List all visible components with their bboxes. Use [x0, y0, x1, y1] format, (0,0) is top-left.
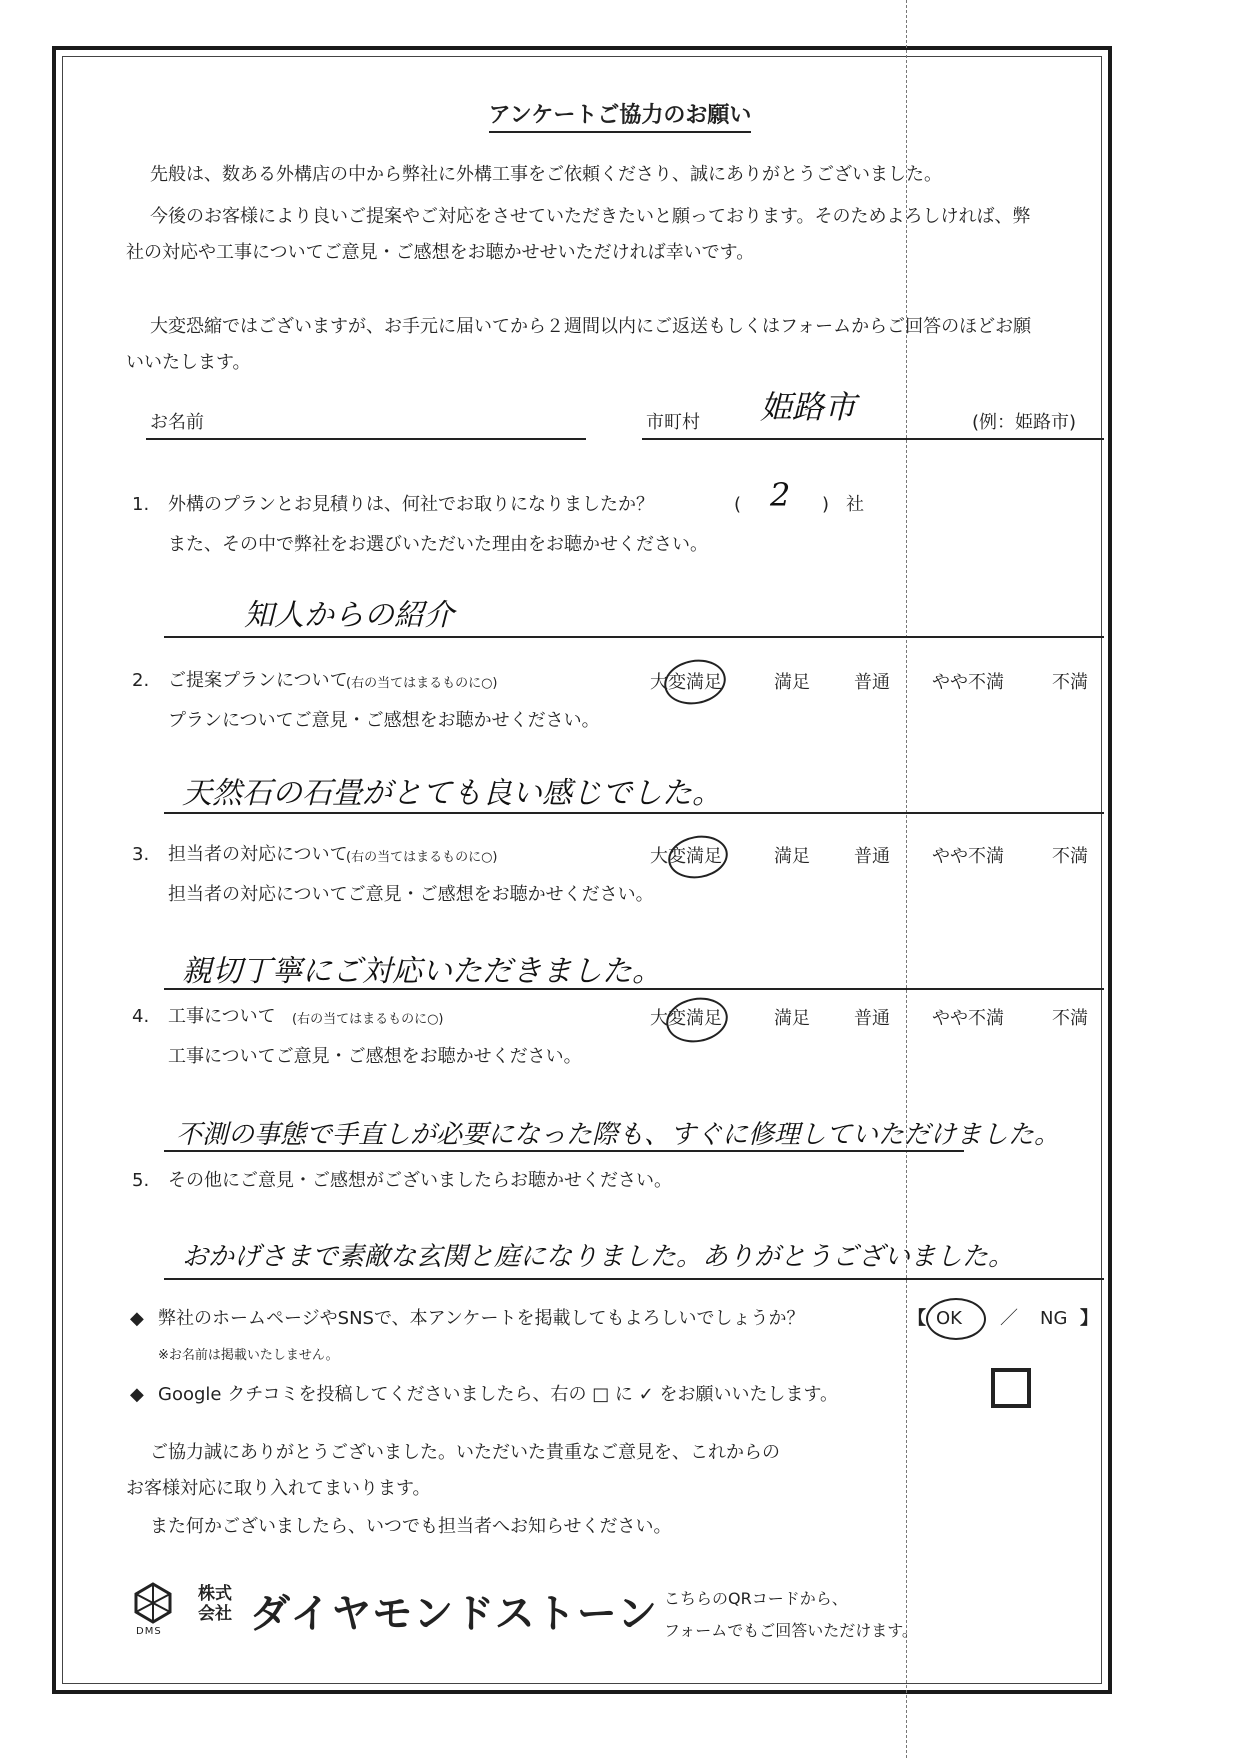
name-underline [146, 438, 586, 440]
city-example: (例：姫路市) [972, 412, 1077, 433]
city-value[interactable]: 姫路市 [760, 388, 857, 426]
q4-text: 工事について [168, 1006, 276, 1027]
qr-line-2: フォームでもご回答いただけます。 [664, 1621, 918, 1640]
q2-number: 2. [132, 670, 150, 691]
q2-text: ご提案プランについて [168, 670, 348, 691]
q3-subtext: 担当者の対応についてご意見・ご感想をお聴かせください。 [168, 884, 654, 905]
intro-line-4: 大変恐縮ではございますが、お手元に届いてから２週間以内にご返送もしくはフォームからご回答のほどお願 [150, 316, 1032, 337]
q1-paren-close: ) [822, 494, 830, 515]
publish-ok-option[interactable]: OK [936, 1308, 962, 1329]
q2-hint: (右の当てはまるものに○) [346, 676, 498, 691]
q4-answer[interactable]: 不測の事態で手直しが必要になった際も、すぐに修理していただけました。 [176, 1120, 1061, 1150]
q3-text: 担当者の対応について [168, 844, 348, 865]
q4-option-somewhat-dissatisfied[interactable]: やや不満 [932, 1008, 1004, 1029]
q4-option-very-satisfied[interactable]: 大変満足 [650, 1008, 722, 1029]
intro-line-3: 社の対応や工事についてご意見・ご感想をお聴かせせいただければ幸いです。 [126, 242, 755, 263]
q4-option-neutral[interactable]: 普通 [854, 1008, 890, 1029]
q5-number: 5. [132, 1170, 150, 1191]
q4-hint: (右の当てはまるものに○) [292, 1012, 444, 1027]
company-name: ダイヤモンドストーン [250, 1591, 658, 1637]
google-text: Google クチコミを投稿してくださいましたら、右の □ に ✓ をお願いいたします。 [158, 1384, 839, 1405]
q5-text: その他にご意見・ご感想がございましたらお聴かせください。 [168, 1170, 672, 1191]
q4-option-satisfied[interactable]: 満足 [774, 1008, 810, 1029]
publish-bracket-open: 【 [908, 1308, 926, 1329]
q4-answer-line [164, 1150, 964, 1152]
q2-answer-line [164, 812, 1104, 814]
publish-bullet: ◆ [130, 1308, 144, 1329]
publish-bracket-close: 】 [1080, 1308, 1098, 1329]
company-prefix-top: 株式 [198, 1584, 232, 1604]
q3-answer[interactable]: 親切丁寧にご対応いただきました。 [182, 954, 662, 989]
q1-answer-line [164, 636, 1104, 638]
publish-ng-option[interactable]: NG [1040, 1308, 1068, 1329]
q1-subtext: また、その中で弊社をお選びいただいた理由をお聴かせください。 [168, 534, 708, 555]
q3-option-dissatisfied[interactable]: 不満 [1052, 846, 1088, 867]
q2-option-dissatisfied[interactable]: 不満 [1052, 672, 1088, 693]
q1-paren-open: ( [734, 494, 742, 515]
intro-line-1: 先般は、数ある外構店の中から弊社に外構工事をご依頼くださり、誠にありがとうございました。 [150, 164, 942, 185]
q1-unit: 社 [846, 494, 864, 515]
city-underline [642, 438, 1104, 440]
q3-option-somewhat-dissatisfied[interactable]: やや不満 [932, 846, 1004, 867]
publish-slash: ／ [1000, 1308, 1018, 1329]
publish-text: 弊社のホームページやSNSで、本アンケートを掲載してもよろしいでしょうか？ [158, 1308, 805, 1329]
q3-option-satisfied[interactable]: 満足 [774, 846, 810, 867]
page-title: アンケートご協力のお願い [0, 98, 1240, 129]
q5-answer[interactable]: おかげさまで素敵な玄関と庭になりました。ありがとうございました。 [182, 1242, 1015, 1272]
q3-option-very-satisfied[interactable]: 大変満足 [650, 846, 722, 867]
q1-answer-count[interactable]: 2 [770, 476, 791, 514]
closing-line-3: また何かございましたら、いつでも担当者へお知らせください。 [150, 1516, 672, 1537]
intro-line-5: いいたします。 [126, 352, 251, 373]
q2-option-somewhat-dissatisfied[interactable]: やや不満 [932, 672, 1004, 693]
q3-hint: (右の当てはまるものに○) [346, 850, 498, 865]
q1-number: 1. [132, 494, 150, 515]
q2-answer[interactable]: 天然石の石畳がとても良い感じでした。 [182, 776, 722, 811]
name-label: お名前 [150, 412, 204, 433]
google-bullet: ◆ [130, 1384, 144, 1405]
closing-line-1: ご協力誠にありがとうございました。いただいた貴重なご意見を、これからの [150, 1442, 780, 1463]
city-label: 市町村 [646, 412, 700, 433]
q1-answer[interactable]: 知人からの紹介 [244, 598, 454, 633]
q3-number: 3. [132, 844, 150, 865]
q4-number: 4. [132, 1006, 150, 1027]
q2-option-very-satisfied[interactable]: 大変満足 [650, 672, 722, 693]
q5-answer-line [164, 1278, 1104, 1280]
logo-text: DMS [136, 1626, 162, 1637]
qr-line-1: こちらのQRコードから、 [664, 1589, 848, 1608]
intro-line-2: 今後のお客様により良いご提案やご対応をさせていただきたいと願っております。そのためよろしければ、弊 [150, 206, 1031, 227]
q1-text: 外構のプランとお見積りは、何社でお取りになりましたか？ [168, 494, 654, 515]
diamond-logo-icon [132, 1582, 174, 1624]
q4-option-dissatisfied[interactable]: 不満 [1052, 1008, 1088, 1029]
q3-option-neutral[interactable]: 普通 [854, 846, 890, 867]
company-prefix-bottom: 会社 [198, 1604, 232, 1624]
q4-subtext: 工事についてご意見・ご感想をお聴かせください。 [168, 1046, 582, 1067]
q2-option-satisfied[interactable]: 満足 [774, 672, 810, 693]
q2-subtext: プランについてご意見・ご感想をお聴かせください。 [168, 710, 600, 731]
publish-ok-circle [926, 1298, 986, 1340]
fold-line [906, 0, 907, 1758]
closing-line-2: お客様対応に取り入れてまいります。 [126, 1478, 431, 1499]
q3-answer-line [164, 988, 1104, 990]
q2-option-neutral[interactable]: 普通 [854, 672, 890, 693]
google-review-checkbox[interactable] [991, 1368, 1031, 1408]
publish-note: ※お名前は掲載いたしません。 [158, 1348, 339, 1363]
